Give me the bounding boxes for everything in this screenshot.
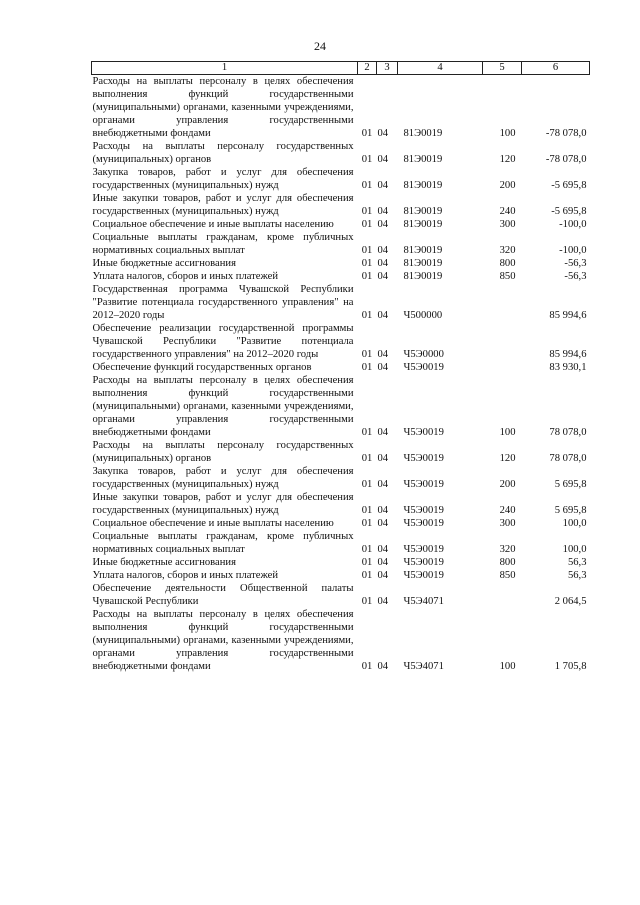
- row-amount: -5 695,8: [551, 206, 587, 217]
- row-expense-type-code: 200: [499, 479, 516, 490]
- row-section-code: 01: [361, 271, 373, 282]
- row-section-code: 01: [361, 453, 373, 464]
- row-expense-type-code: 850: [499, 570, 516, 581]
- row-subsection-code: 04: [377, 180, 389, 191]
- row-subsection-code: 04: [377, 518, 389, 529]
- row-subsection-code: 04: [377, 258, 389, 269]
- row-section-code: 01: [361, 544, 373, 555]
- row-expense-type-code: 100: [499, 427, 516, 438]
- row-name: Государственная программа Чувашской Республики "Развитие потенциала государственного управления" на 2012–2020 годы: [92, 284, 354, 321]
- row-name: Иные бюджетные ассигнования: [92, 557, 236, 568]
- row-expense-type-code: [483, 361, 522, 374]
- row-name: Уплата налогов, сборов и иных платежей: [92, 570, 279, 581]
- row-name: Иные бюджетные ассигнования: [92, 258, 236, 269]
- row-amount: 100,0: [562, 518, 587, 529]
- row-target-code: Ч5Э0019: [403, 570, 444, 581]
- table-row: [92, 491, 590, 517]
- row-name: Социальные выплаты гражданам, кроме публичных нормативных социальных выплат: [92, 232, 354, 256]
- row-amount: 85 994,6: [549, 310, 587, 321]
- table-row: [92, 439, 590, 465]
- row-target-code: Ч5Э0000: [403, 349, 444, 360]
- column-header: 4: [398, 62, 483, 75]
- row-section-code: 01: [361, 570, 373, 581]
- row-amount: 5 695,8: [554, 505, 587, 516]
- row-expense-type-code: [483, 322, 522, 361]
- row-section-code: 01: [361, 206, 373, 217]
- row-amount: -100,0: [559, 219, 587, 230]
- row-subsection-code: 04: [377, 206, 389, 217]
- table-row: [92, 556, 590, 569]
- row-name: Социальное обеспечение и иные выплаты населению: [92, 219, 334, 230]
- row-amount: 100,0: [562, 544, 587, 555]
- row-expense-type-code: 300: [499, 219, 516, 230]
- column-header: 5: [483, 62, 522, 75]
- row-name: Обеспечение реализации государственной программы Чувашской Республики "Развитие потенциала государственного управления" на 2012–2020 годы: [92, 323, 354, 360]
- row-section-code: 01: [361, 505, 373, 516]
- row-section-code: 01: [361, 154, 373, 165]
- row-target-code: 81Э0019: [403, 180, 443, 191]
- row-amount: 78 078,0: [549, 427, 587, 438]
- row-name: Расходы на выплаты персоналу в целях обеспечения выполнения функций государственными (муниципальными) органами, казенными учреждениями, органами управления государственными внебюджетными фондами: [92, 609, 354, 672]
- row-subsection-code: 04: [377, 661, 389, 672]
- row-expense-type-code: 320: [499, 245, 516, 256]
- row-expense-type-code: 200: [499, 180, 516, 191]
- row-section-code: 01: [361, 518, 373, 529]
- table-row: [92, 374, 590, 439]
- row-subsection-code: 04: [377, 479, 389, 490]
- row-subsection-code: 04: [377, 570, 389, 581]
- row-subsection-code: 04: [377, 544, 389, 555]
- table-row: [92, 569, 590, 582]
- row-section-code: 01: [361, 362, 373, 373]
- row-target-code: Ч5Э0019: [403, 427, 444, 438]
- row-subsection-code: 04: [377, 310, 389, 321]
- row-target-code: Ч5Э0019: [403, 557, 444, 568]
- row-expense-type-code: [483, 582, 522, 608]
- table-body: [92, 75, 590, 674]
- row-section-code: 01: [361, 310, 373, 321]
- row-target-code: 81Э0019: [403, 271, 443, 282]
- table-row: [92, 218, 590, 231]
- row-section-code: 01: [361, 479, 373, 490]
- row-name: Иные закупки товаров, работ и услуг для обеспечения государственных (муниципальных) нужд: [92, 492, 354, 516]
- row-section-code: 01: [361, 661, 373, 672]
- row-section-code: 01: [361, 557, 373, 568]
- row-target-code: Ч5Э0019: [403, 479, 444, 490]
- table-row: [92, 608, 590, 673]
- row-amount: 78 078,0: [549, 453, 587, 464]
- row-name: Иные закупки товаров, работ и услуг для обеспечения государственных (муниципальных) нужд: [92, 193, 354, 217]
- row-target-code: 81Э0019: [403, 245, 443, 256]
- row-amount: -56,3: [564, 258, 587, 269]
- row-target-code: Ч5Э0019: [403, 544, 444, 555]
- column-header: 3: [377, 62, 398, 75]
- row-amount: -78 078,0: [545, 128, 587, 139]
- row-section-code: 01: [361, 219, 373, 230]
- row-target-code: Ч5Э0019: [403, 505, 444, 516]
- row-subsection-code: 04: [377, 245, 389, 256]
- row-section-code: 01: [361, 596, 373, 607]
- row-section-code: 01: [361, 180, 373, 191]
- row-subsection-code: 04: [377, 505, 389, 516]
- row-subsection-code: 04: [377, 557, 389, 568]
- row-name: Закупка товаров, работ и услуг для обеспечения государственных (муниципальных) нужд: [92, 466, 354, 490]
- header-row: [92, 62, 590, 75]
- table-row: [92, 257, 590, 270]
- row-amount: 56,3: [567, 557, 587, 568]
- row-subsection-code: 04: [377, 453, 389, 464]
- row-amount: 83 930,1: [549, 362, 587, 373]
- column-header: 6: [522, 62, 590, 75]
- table-row: [92, 530, 590, 556]
- row-section-code: 01: [361, 128, 373, 139]
- row-target-code: 81Э0019: [403, 219, 443, 230]
- row-target-code: Ч5Э0019: [403, 362, 444, 373]
- table-row: [92, 75, 590, 141]
- row-subsection-code: 04: [377, 128, 389, 139]
- row-expense-type-code: 120: [499, 453, 516, 464]
- row-target-code: Ч5Э4071: [403, 661, 444, 672]
- table-row: [92, 166, 590, 192]
- row-target-code: Ч5Э0019: [403, 518, 444, 529]
- row-target-code: 81Э0019: [403, 206, 443, 217]
- row-amount: 56,3: [567, 570, 587, 581]
- row-section-code: 01: [361, 349, 373, 360]
- row-target-code: Ч5Э4071: [403, 596, 444, 607]
- row-name: Социальное обеспечение и иные выплаты населению: [92, 518, 334, 529]
- row-name: Расходы на выплаты персоналу в целях обеспечения выполнения функций государственными (муниципальными) органами, казенными учреждениями, органами управления государственными внебюджетными фондами: [92, 76, 354, 139]
- table-row: [92, 283, 590, 322]
- table-row: [92, 322, 590, 361]
- row-expense-type-code: 120: [499, 154, 516, 165]
- table-row: [92, 270, 590, 283]
- row-subsection-code: 04: [377, 349, 389, 360]
- row-expense-type-code: 240: [499, 206, 516, 217]
- row-expense-type-code: 320: [499, 544, 516, 555]
- row-amount: 85 994,6: [549, 349, 587, 360]
- budget-table: [91, 61, 590, 673]
- row-target-code: Ч500000: [403, 310, 443, 321]
- row-amount: -56,3: [564, 271, 587, 282]
- row-name: Уплата налогов, сборов и иных платежей: [92, 271, 279, 282]
- row-amount: 1 705,8: [554, 661, 587, 672]
- page-number: 24: [314, 39, 326, 53]
- row-target-code: Ч5Э0019: [403, 453, 444, 464]
- row-subsection-code: 04: [377, 427, 389, 438]
- row-amount: -5 695,8: [551, 180, 587, 191]
- row-name: Расходы на выплаты персоналу государственных (муниципальных) органов: [92, 440, 354, 464]
- row-name: Расходы на выплаты персоналу в целях обеспечения выполнения функций государственными (муниципальными) органами, казенными учреждениями, органами управления государственными внебюджетными фондами: [92, 375, 354, 438]
- row-name: Расходы на выплаты персоналу государственных (муниципальных) органов: [92, 141, 354, 165]
- table-row: [92, 465, 590, 491]
- row-name: Обеспечение деятельности Общественной палаты Чувашской Республики: [92, 583, 354, 607]
- row-section-code: 01: [361, 258, 373, 269]
- row-subsection-code: 04: [377, 362, 389, 373]
- row-subsection-code: 04: [377, 154, 389, 165]
- row-name: Социальные выплаты гражданам, кроме публичных нормативных социальных выплат: [92, 531, 354, 555]
- table-row: [92, 361, 590, 374]
- row-target-code: 81Э0019: [403, 258, 443, 269]
- row-expense-type-code: 240: [499, 505, 516, 516]
- row-section-code: 01: [361, 427, 373, 438]
- row-expense-type-code: 850: [499, 271, 516, 282]
- table-row: [92, 192, 590, 218]
- table-header: [92, 62, 590, 75]
- row-expense-type-code: 300: [499, 518, 516, 529]
- row-amount: -78 078,0: [545, 154, 587, 165]
- table-row: [92, 140, 590, 166]
- row-amount: -100,0: [559, 245, 587, 256]
- row-subsection-code: 04: [377, 219, 389, 230]
- table-row: [92, 517, 590, 530]
- row-name: Закупка товаров, работ и услуг для обеспечения государственных (муниципальных) нужд: [92, 167, 354, 191]
- table-row: [92, 582, 590, 608]
- row-expense-type-code: 800: [499, 557, 516, 568]
- row-name: Обеспечение функций государственных органов: [92, 362, 312, 373]
- column-header: 2: [358, 62, 377, 75]
- row-subsection-code: 04: [377, 271, 389, 282]
- column-header: 1: [92, 62, 358, 75]
- row-expense-type-code: 100: [499, 661, 516, 672]
- row-amount: 2 064,5: [554, 596, 587, 607]
- row-section-code: 01: [361, 245, 373, 256]
- row-expense-type-code: [483, 283, 522, 322]
- table-row: [92, 231, 590, 257]
- row-amount: 5 695,8: [554, 479, 587, 490]
- row-expense-type-code: 800: [499, 258, 516, 269]
- row-expense-type-code: 100: [499, 128, 516, 139]
- row-subsection-code: 04: [377, 596, 389, 607]
- row-target-code: 81Э0019: [403, 154, 443, 165]
- row-target-code: 81Э0019: [403, 128, 443, 139]
